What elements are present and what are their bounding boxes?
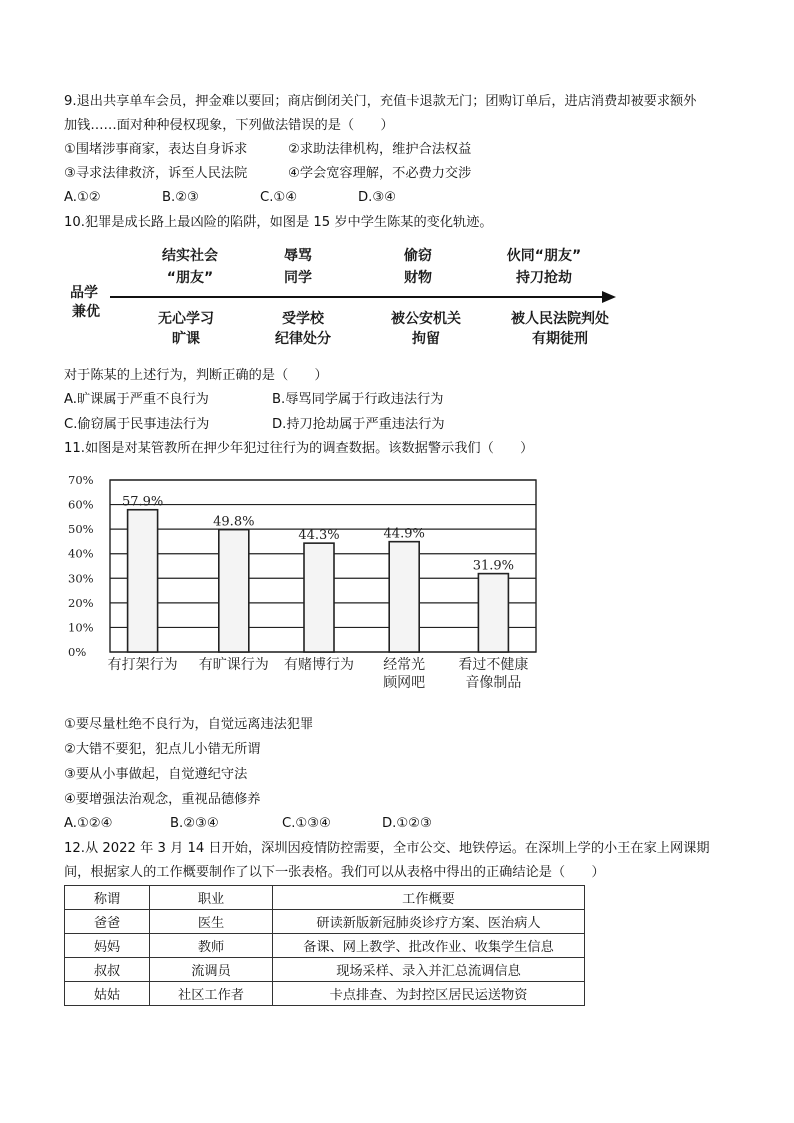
timeline-below-2-line1: 受学校	[282, 311, 324, 327]
q10-option-b: B.辱骂同学属于行政违法行为	[272, 392, 444, 407]
table-header-cell: 称谓	[65, 886, 150, 910]
q11-statement-1: ①要尽量杜绝不良行为，自觉远离违法犯罪	[64, 717, 314, 732]
table-cell: 流调员	[150, 958, 273, 982]
table-header-cell: 职业	[150, 886, 273, 910]
y-tick-label: 70%	[68, 473, 94, 487]
table-row	[65, 982, 585, 1006]
y-tick-label: 40%	[68, 546, 94, 561]
table-row	[65, 958, 585, 982]
timeline-below-1-line2: 旷课	[172, 331, 200, 347]
family-work-table	[64, 885, 585, 1006]
category-label: 经常光	[383, 657, 426, 673]
category-label: 看过不健康	[458, 657, 529, 673]
timeline-above-3-line2: 财物	[404, 270, 432, 286]
timeline-start-line2: 兼优	[72, 304, 100, 320]
q11-statement-4: ④要增强法治观念，重视品德修养	[64, 792, 261, 807]
timeline-above-1-line1: 结实社会	[162, 248, 218, 264]
data-label: 44.9%	[383, 526, 425, 542]
q10-stem: 10.犯罪是成长路上最凶险的陷阱，如图是 15 岁中学生陈某的变化轨迹。	[64, 215, 493, 230]
y-tick-label: 20%	[68, 595, 94, 610]
q11-option-d: D.①②③	[382, 816, 432, 831]
timeline-below-1-line1: 无心学习	[158, 311, 214, 327]
timeline-below-4-line2: 有期徒刑	[532, 331, 588, 347]
data-label: 44.3%	[298, 528, 340, 544]
q12-stem-line1: 12.从 2022 年 3 月 14 日开始，深圳因疫情防控需要，全市公交、地铁停运。在深圳上学的小王在家上网课期	[64, 841, 710, 856]
table-row	[65, 934, 585, 958]
data-label: 49.8%	[213, 514, 255, 530]
q9-option-c: C.①④	[260, 190, 298, 205]
timeline-start-line1: 品学	[70, 285, 98, 301]
q9-option-b: B.②③	[162, 190, 199, 205]
q9-statement-3: ③寻求法律救济，诉至人民法院	[64, 166, 248, 181]
y-tick-label: 60%	[68, 497, 94, 512]
timeline-below-3-line2: 拘留	[412, 331, 440, 347]
q9-statement-4: ④学会宽容理解，不必费力交涉	[288, 166, 472, 181]
table-cell: 卡点排查、为封控区居民运送物资	[273, 982, 585, 1006]
bar	[219, 530, 249, 652]
timeline-below-3-line1: 被公安机关	[391, 311, 461, 327]
timeline-below-4-line1: 被人民法院判处	[511, 311, 609, 327]
y-tick-label: 30%	[68, 571, 94, 586]
q11-statement-3: ③要从小事做起，自觉遵纪守法	[64, 767, 248, 782]
bar	[128, 510, 158, 652]
q9-statement-2: ②求助法律机构，维护合法权益	[288, 142, 472, 157]
timeline-above-3-line1: 偷窃	[404, 248, 432, 264]
timeline-above-2-line1: 辱骂	[284, 248, 312, 264]
q11-option-c: C.①③④	[282, 816, 331, 831]
bar	[389, 542, 419, 652]
table-cell: 叔叔	[65, 958, 150, 982]
q11-stem: 11.如图是对某管教所在押少年犯过往行为的调查数据。该数据警示我们（ ）	[64, 441, 534, 456]
q11-option-b: B.②③④	[170, 816, 219, 831]
q12-stem-line2: 间，根据家人的工作概要制作了以下一张表格。我们可以从表格中得出的正确结论是（ ）	[64, 865, 605, 880]
q11-option-a: A.①②④	[64, 816, 113, 831]
table-cell: 社区工作者	[150, 982, 273, 1006]
bar	[478, 574, 508, 652]
category-label: 有赌博行为	[284, 657, 354, 673]
data-label: 57.9%	[121, 494, 164, 510]
category-label: 音像制品	[465, 675, 522, 691]
data-label: 31.9%	[472, 558, 515, 574]
timeline-above-4-line1: 伙同“朋友”	[506, 248, 582, 264]
y-tick-label: 10%	[68, 620, 94, 635]
y-tick-label: 0%	[68, 645, 87, 659]
table-cell: 备课、网上教学、批改作业、收集学生信息	[273, 934, 585, 958]
category-label: 有旷课行为	[198, 657, 269, 673]
q9-option-a: A.①②	[64, 190, 101, 205]
q10-option-d: D.持刀抢劫属于严重违法行为	[272, 417, 445, 432]
q9-statement-1: ①围堵涉事商家，表达自身诉求	[64, 142, 248, 157]
timeline-below-2-line2: 纪律处分	[275, 331, 331, 347]
table-cell: 研读新版新冠肺炎诊疗方案、医治病人	[273, 910, 585, 934]
q11-statement-2: ②大错不要犯，犯点儿小错无所谓	[64, 742, 261, 757]
table-cell: 现场采样、录入并汇总流调信息	[273, 958, 585, 982]
q10-option-a: A.旷课属于严重不良行为	[64, 392, 209, 407]
q9-option-d: D.③④	[358, 190, 396, 205]
table-cell: 妈妈	[65, 934, 150, 958]
category-label: 有打架行为	[107, 657, 178, 673]
timeline-arrow	[60, 286, 616, 308]
table-header-row	[65, 886, 585, 910]
timeline-above-4-line2: 持刀抢劫	[516, 270, 572, 286]
table-cell: 姑姑	[65, 982, 150, 1006]
category-label: 顾网吧	[383, 675, 426, 691]
table-row	[65, 910, 585, 934]
table-cell: 教师	[150, 934, 273, 958]
bar	[304, 543, 334, 652]
timeline-above-1-line2: “朋友”	[166, 270, 214, 286]
table-cell: 医生	[150, 910, 273, 934]
table-cell: 爸爸	[65, 910, 150, 934]
timeline-above-2-line2: 同学	[284, 270, 312, 286]
y-tick-label: 50%	[68, 522, 94, 537]
q9-stem-line2: 加钱……面对种种侵权现象，下列做法错误的是（ ）	[64, 118, 394, 133]
table-header-cell: 工作概要	[273, 886, 585, 910]
q9-stem-line1: 9.退出共享单车会员，押金难以要回；商店倒闭关门，充值卡退款无门；团购订单后，进店消费却被要求额外	[64, 94, 697, 109]
q10-question: 对于陈某的上述行为，判断正确的是（ ）	[64, 368, 328, 383]
behavior-bar-chart	[66, 470, 546, 700]
q10-option-c: C.偷窃属于民事违法行为	[64, 417, 210, 432]
